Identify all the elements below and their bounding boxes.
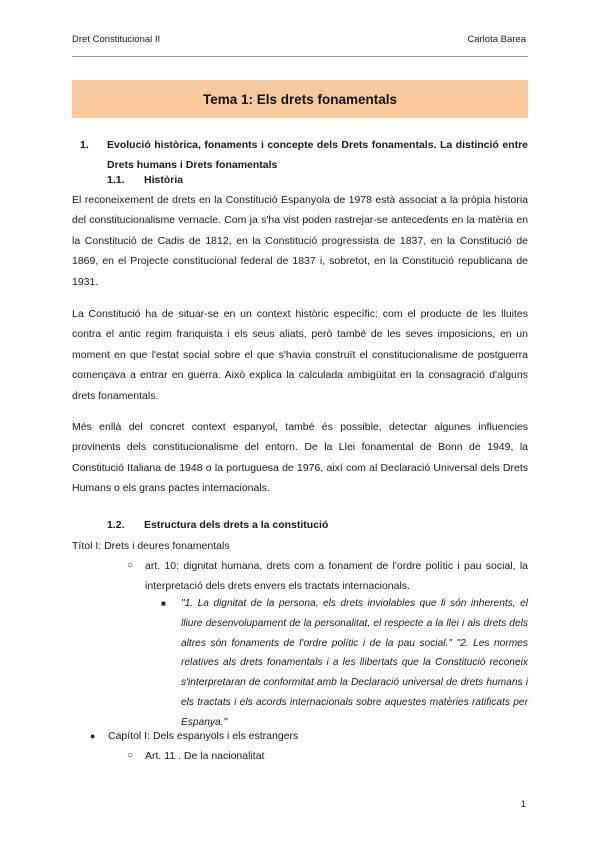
- section-1-1-text: Història: [144, 174, 184, 186]
- section-1-1-heading: [107, 174, 183, 186]
- square-bullet-icon: ■: [161, 599, 166, 608]
- header-divider: [72, 56, 528, 57]
- paragraph-2: La Constitució ha de situar-se en un context històric específic: com el producte de les lluites contra el antic regim franquista i els seus aliats, però també de les seves imposicions, en un moment en que l'estat social sobre el que s'havia construït el constitucionalisme de postguerra començava a entrar en guerra. Això explica la calculada ambigüitat en la consagració d'alguns drets fonamentals.: [72, 308, 528, 402]
- page-title-text: Tema 1: Els drets fonamentals: [202, 91, 398, 107]
- filled-circle-bullet-icon: ●: [90, 731, 96, 741]
- section-1-text: Evolució històrica, fonaments i concepte dels Drets fonamentals. La distinció entre Drets humans i Drets fonamentals: [107, 139, 528, 171]
- art-10-text: art. 10: dignitat humana, drets com a fonament de l'ordre polític i pau social, la interpretació dels drets envers els tractats internacionals.: [145, 560, 528, 592]
- titol-1-line: Títol I: Drets i deures fonamentals: [72, 540, 230, 552]
- hollow-circle-bullet-icon: ○: [127, 750, 134, 761]
- header-course: Dret Constitucional II: [72, 34, 161, 45]
- hollow-circle-bullet-icon: ○: [127, 560, 134, 571]
- page-number: 1: [520, 799, 526, 810]
- quote-item: [161, 594, 528, 733]
- quote-text: "1. La dignitat de la persona, els drets inviolables que li són inherents, el lliure desenvolupament de la personalitat, el respecte a la llei i als drets dels altres són fonaments de l'ordre polític i de la pau social." "2. Les normes relatives als drets fonamentals i a les llibertats que la Constitució reconeix s'interpretaran de conformitat amb la Declaració universal de drets humans i els tractats i els acords internacionals sobre aquestes matèries ratificats per Espanya.": [181, 598, 528, 728]
- paragraph-3: Més enllà del concret context espanyol, també és possible, detectar algunes influencies provinents dels constitucionalisme del entorn. De la Llei fonamental de Bonn de 1949, la Constitució Italiana de 1948 o la portuguesa de 1976, així com al Declaració Universal dels Drets Humans o els grans pactes internacionals.: [72, 421, 528, 495]
- art-10-item: [127, 556, 528, 596]
- section-1-2-text: Estructura dels drets a la constitució: [144, 519, 329, 531]
- header-author: Carlota Barea: [467, 34, 526, 45]
- section-1-2-heading: [107, 519, 328, 531]
- page-title: [72, 80, 528, 118]
- section-1-2-number: 1.2.: [107, 519, 125, 531]
- capitol-1-text: Capítol I: Dels espanyols i els estrangers: [108, 730, 299, 742]
- art-11-text: Art. 11 . De la nacionalitat: [145, 750, 265, 762]
- section-1-1-number: 1.1.: [107, 174, 125, 186]
- section-1-heading: [72, 135, 528, 175]
- art-11-item: [127, 746, 528, 766]
- section-1-number: 1.: [80, 139, 89, 151]
- paragraph-1: El reconeixement de drets en la Constitució Espanyola de 1978 està associat a la pròpia historia del constitucionalisme vernacle. Com ja s'ha vist poden rastrejar-se antecedents en la matèria en la Constitució de Cadis de 1812, en la Constitució progressista de 1837, en la Constitució de 1869, en el Projecte constitucional federal de 1837 i, sobretot, en la Constitució republicana de 1931.: [72, 194, 528, 288]
- capitol-1-item: [90, 726, 528, 746]
